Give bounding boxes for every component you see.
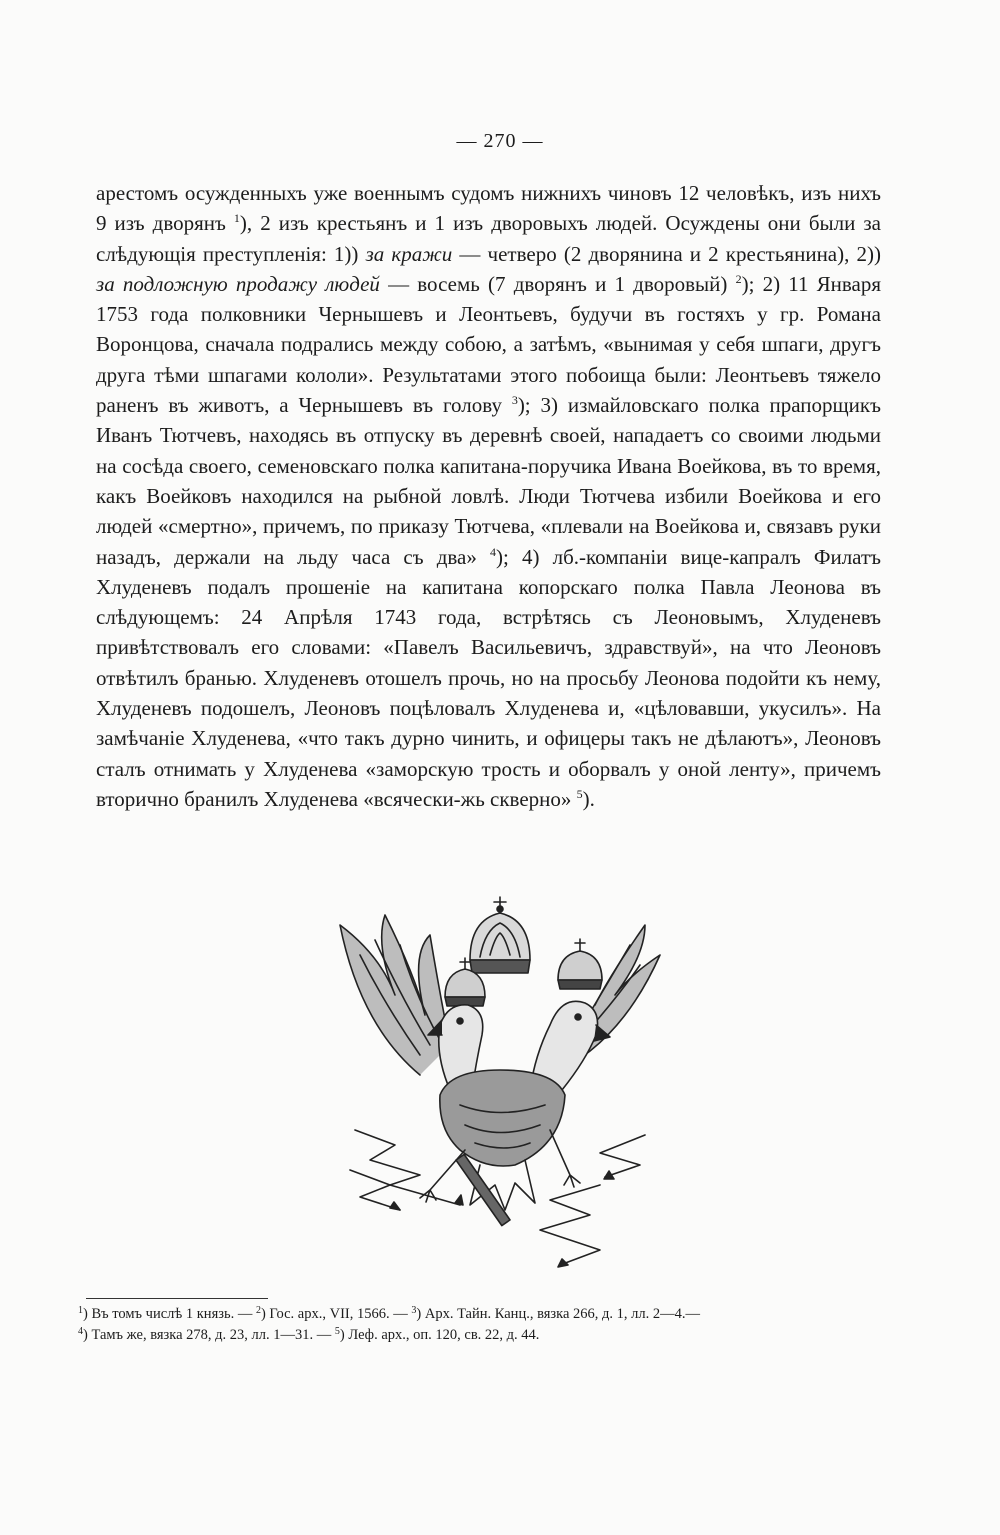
text-segment: — восемь (7 дворянъ и 1 дворовый) — [379, 271, 736, 296]
footnote-mark: 2 — [255, 1305, 261, 1316]
text-segment: ). — [582, 786, 595, 811]
crown-icon — [558, 939, 602, 989]
footnote-mark: 5 — [334, 1326, 340, 1337]
footnote-ref: 2 — [735, 271, 742, 286]
italic-phrase: за кражи — [365, 241, 453, 266]
footnote-text: ) Гос. арх., VII, 1566. — — [260, 1306, 412, 1322]
footnote-text: ) Тамъ же, вязка 278, д. 23, лл. 1—31. — — [83, 1327, 335, 1343]
footnote-mark: 4 — [78, 1326, 83, 1337]
double-headed-eagle-icon — [300, 885, 680, 1285]
text-segment: арестомъ осужденныхъ уже военнымъ судомъ нижнихъ чиновъ 12 человѣкъ, изъ нихъ 9 изъ дворянъ — [96, 181, 881, 236]
footnote-line — [78, 1304, 878, 1325]
text-segment: ); 4) лб.-компаніи вице-капралъ Филатъ Хлуденевъ подалъ прошеніе на капитана копорскаго полка Павла Леонова въ слѣдующемъ: 24 Апрѣля 1743 года, встрѣтясь съ Леоновымъ, Хлуденевъ привѣтствовалъ его словами: «Павелъ Васильевичъ, здравствуй», на что Леоновъ отвѣтилъ бранью. Хлуденевъ отошелъ прочь, но на просьбу Леонова подойти къ нему, Хлуденевъ подошелъ, Леоновъ поцѣловалъ Хлуденева и, «цѣловавши, укусилъ». На замѣчаніе Хлуденева, «что такъ дурно чинить, и офицеры такъ не дѣлаютъ», Леоновъ сталъ отнимать у Хлуденева «заморскую трость и оборвалъ у оной ленту», причемъ вторично бранилъ Хлуденева «всячески-жь скверно» — [96, 544, 881, 811]
footnote-ref: 1 — [233, 211, 240, 226]
text-segment: ), 2 изъ крестьянъ и 1 изъ дворовыхъ людей. Осуждены они были за слѣдующія преступленія: 1)) — [96, 211, 881, 266]
footnote-text: ) Арх. Тайн. Канц., вязка 266, д. 1, лл. 2—4.— — [416, 1306, 700, 1322]
main-paragraph — [96, 178, 881, 814]
footnote-text: ) Въ томъ числѣ 1 князь. — — [83, 1306, 256, 1322]
italic-phrase: за подложную продажу людей — [96, 271, 380, 296]
footnote-divider — [86, 1298, 268, 1299]
page-number: — 270 — — [456, 130, 544, 152]
crown-icon — [470, 897, 530, 973]
text-segment: ); 2) 11 Января 1753 года полковники Чернышевъ и Леонтьевъ, будучи въ гостяхъ у гр. Романа Воронцова, сначала подрались между собою, а затѣмъ, «вынимая у себя шпаги, другъ друга тѣми шпагами кололи». Результатами этого побоища были: Леонтьевъ тяжело раненъ въ животъ, а Чернышевъ въ голову — [96, 271, 882, 418]
text-segment: ); 3) измайловскаго полка прапорщикъ Иванъ Тютчевъ, находясь въ отпуску въ деревнѣ своей, нападаетъ со своими людьми на сосѣда своего, семеновскаго полка капитана-поручика Ивана Воейкова, въ то время, какъ Воейковъ находился на рыбной ловлѣ. Люди Тютчева избили Воейкова и его людей «смертно», причемъ, по приказу Тютчева, «плевали на Воейкова и, связавъ руки назадъ, держали на льду часа съ два» — [96, 393, 881, 569]
footnotes — [78, 1304, 878, 1346]
footnote-ref: 5 — [576, 786, 583, 801]
footnote-ref: 3 — [511, 393, 518, 408]
footnote-mark: 3 — [411, 1305, 417, 1316]
footnote-ref: 4 — [490, 544, 497, 559]
text-segment: — четверо (2 дворянина и 2 крестьянина), 2)) — [452, 241, 881, 266]
footnote-line — [78, 1325, 878, 1346]
main-text — [96, 178, 881, 814]
footnote-mark: 1 — [78, 1305, 83, 1316]
footnote-text: ) Леф. арх., оп. 120, св. 22, д. 44. — [339, 1327, 540, 1343]
